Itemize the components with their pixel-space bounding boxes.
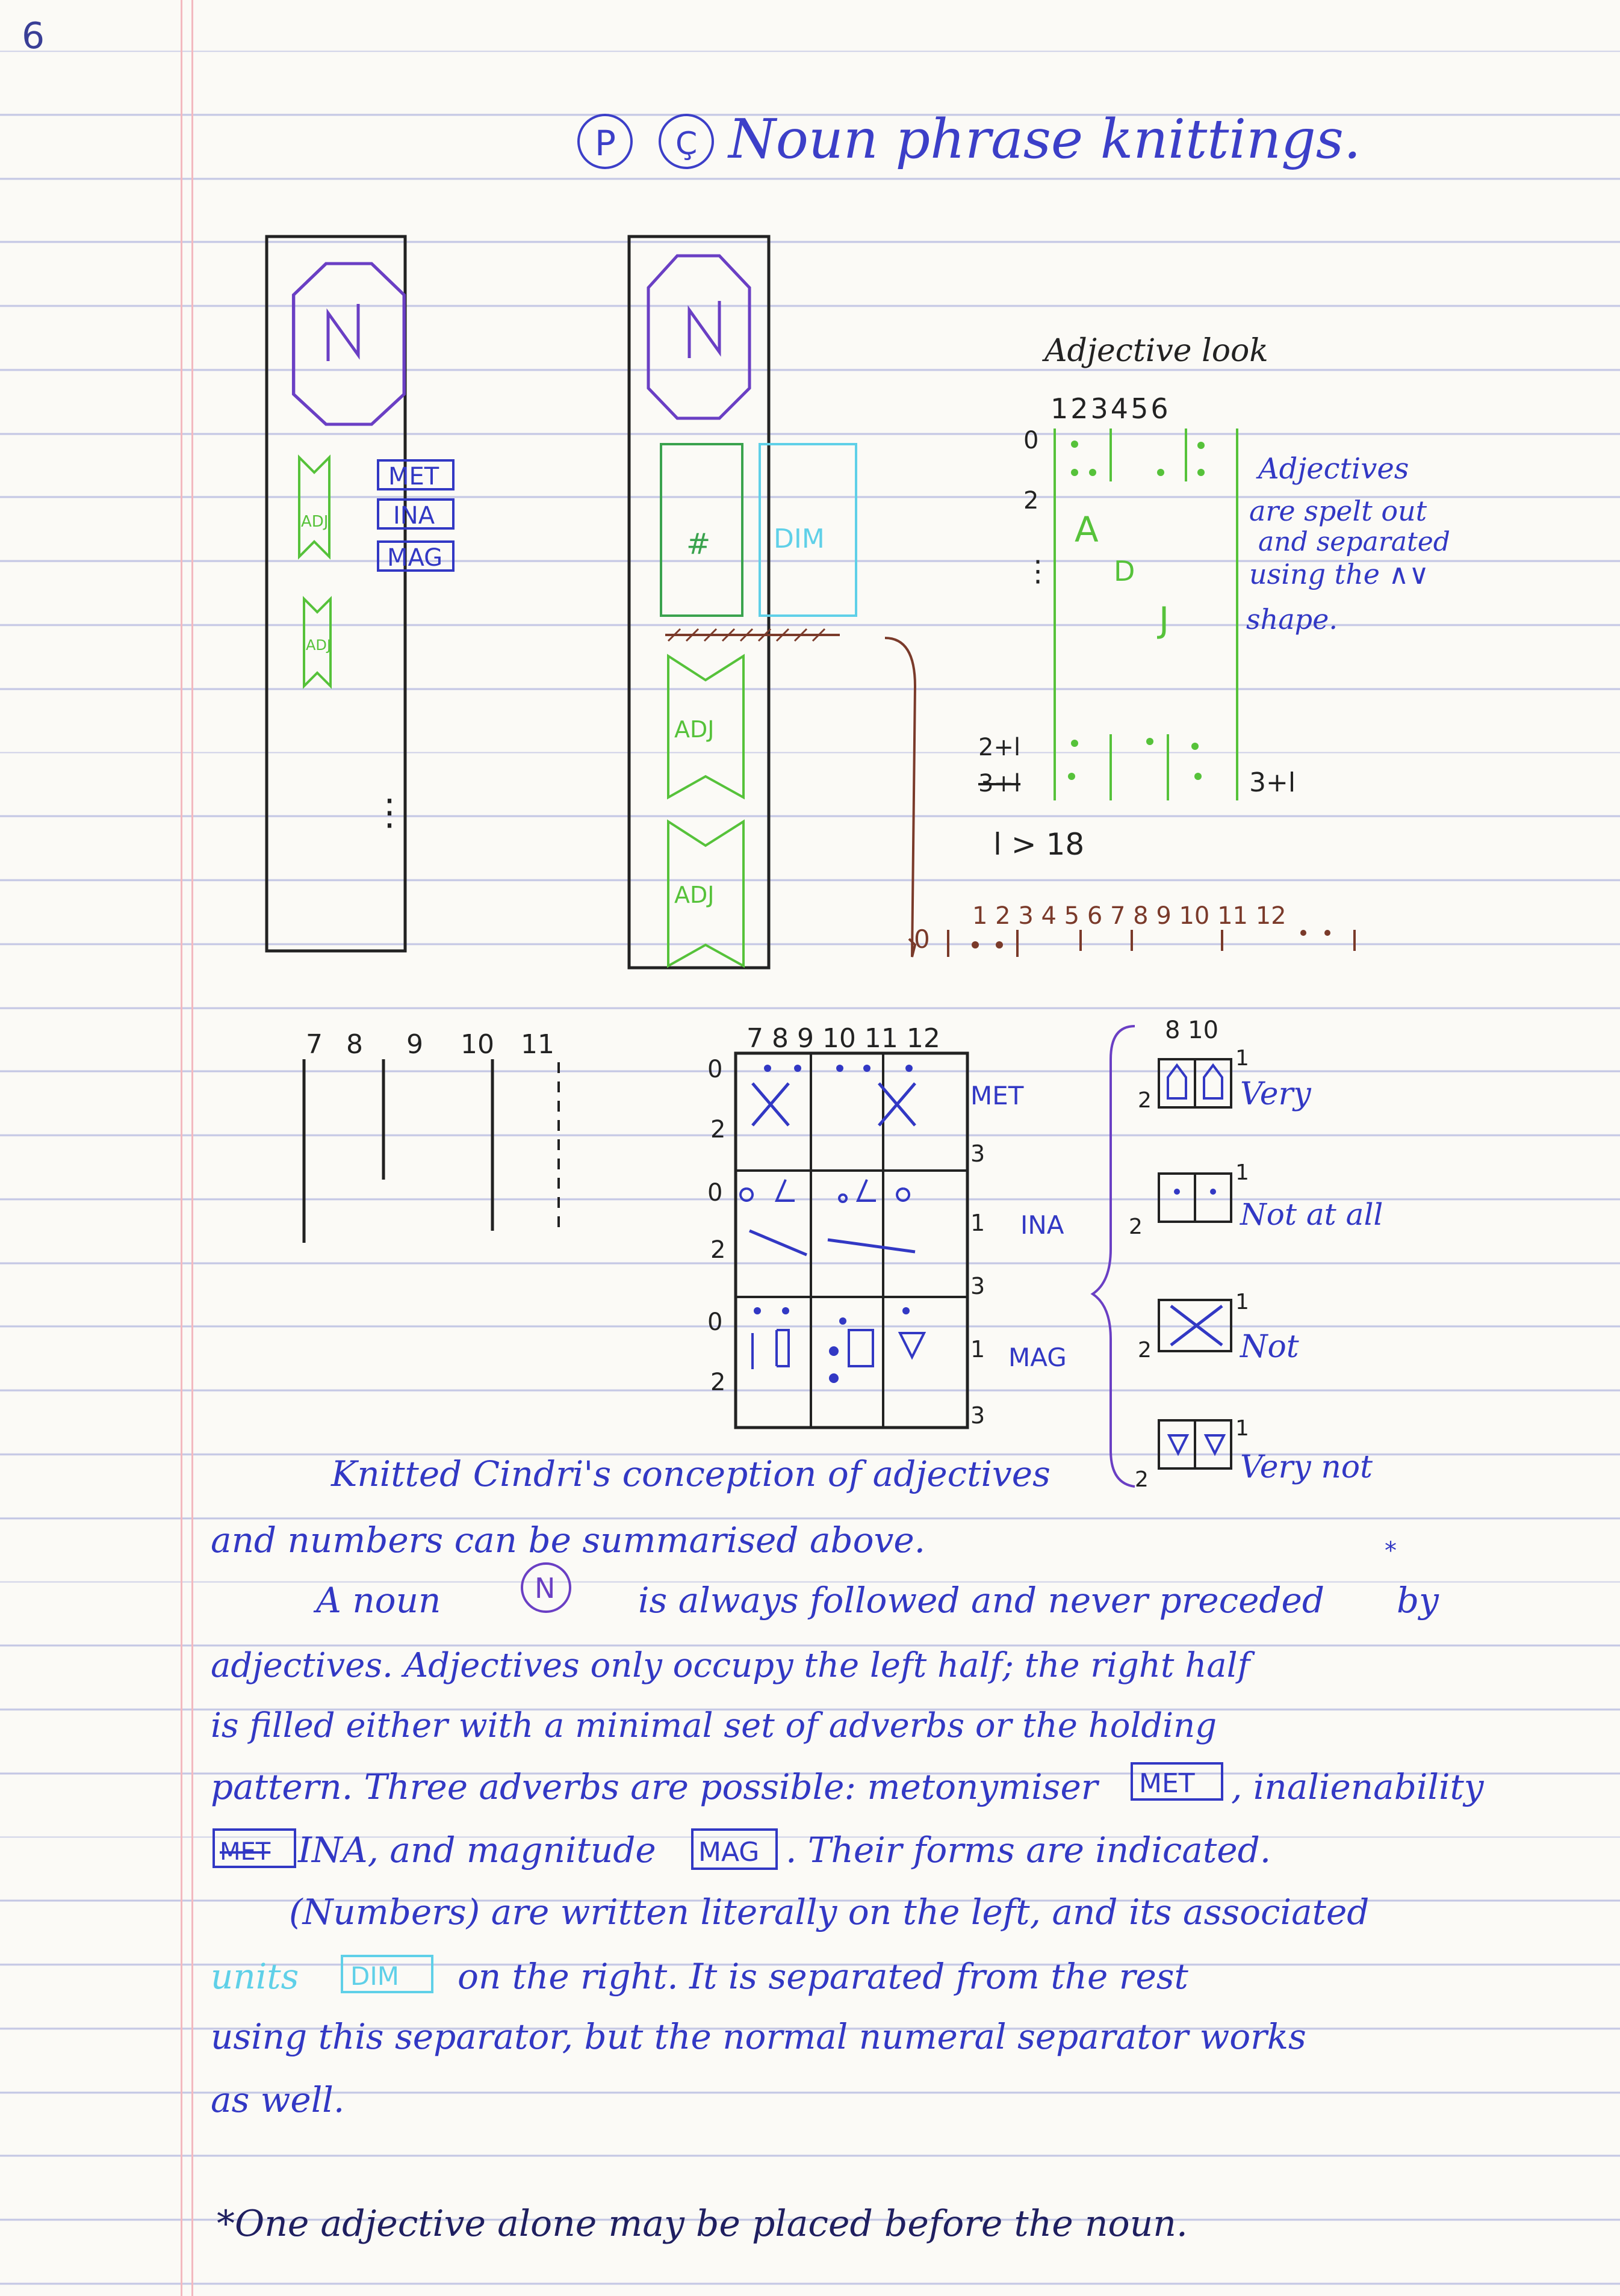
adverb-grid-columns: 7 8 9 10 11 12	[746, 1023, 940, 1054]
text-line-11: as well.	[211, 2079, 345, 2120]
met-row-0: 0	[707, 1056, 723, 1083]
strip-right	[629, 237, 915, 968]
adjective-look	[978, 333, 1450, 862]
met-row-2: 2	[710, 1116, 726, 1143]
page-title: Noun phrase knittings.	[728, 108, 1361, 171]
col-line-10: 10	[461, 1029, 494, 1060]
met-row-label: MET	[970, 1081, 1024, 1110]
text-line-10: using this separator, but the normal numeral separator works	[211, 2016, 1306, 2057]
col-line-11: 11	[521, 1029, 554, 1060]
met-row-3: 3	[970, 1140, 985, 1167]
adjlook-note-2: are spelt out	[1249, 495, 1427, 527]
inline-noun-icon: N	[535, 1572, 556, 1604]
text-line-4: adjectives. Adjectives only occupy the left half; the right half	[211, 1646, 1250, 1685]
inline-dim-box: DIM	[350, 1961, 399, 1991]
col-line-8: 8	[346, 1029, 363, 1060]
very-row-1: 1	[1235, 1046, 1249, 1071]
adjective-look-heading: Adjective look	[1044, 333, 1268, 369]
col-line-7: 7	[306, 1029, 323, 1060]
page-number: 6	[22, 15, 45, 57]
adjlook-letter-a: A	[1075, 509, 1099, 550]
modifiers	[1093, 1016, 1383, 1492]
inline-met-box: MET	[1139, 1768, 1195, 1799]
title-glyph-c: Ç	[675, 126, 698, 162]
text-line-2: and numbers can be summarised above.	[211, 1520, 926, 1561]
title-glyph-p: P	[595, 123, 616, 164]
text-line-7a: INA, and magnitude	[298, 1830, 656, 1871]
adjlook-bottom-right: 3+l	[1249, 767, 1296, 798]
not-row-1: 1	[1235, 1290, 1249, 1314]
mag-row-1: 1	[970, 1336, 985, 1363]
strip-left-adj-1: ADJ	[301, 513, 329, 531]
not-row-2: 2	[1138, 1338, 1152, 1363]
text-line-9b: on the right. It is separated from the rest	[458, 1956, 1188, 1997]
inline-mag-box: MAG	[698, 1837, 760, 1867]
strip-left-met: MET	[388, 463, 439, 490]
verynot-row-2: 2	[1135, 1467, 1149, 1492]
modifier-not-at-all: Not at all	[1240, 1197, 1383, 1232]
verynot-row-1: 1	[1235, 1416, 1249, 1441]
noun-n-icon	[689, 301, 719, 358]
ina-row-3: 3	[970, 1273, 985, 1299]
text-line-9a: units	[211, 1956, 299, 1997]
text-line-6a: pattern. Three adverbs are possible: metonymiser	[211, 1766, 1098, 1807]
adjlook-note-5: shape.	[1246, 603, 1338, 636]
separator-row-numbers: 1 2 3 4 5 6 7 8 9 10 11 12	[972, 902, 1286, 930]
adjlook-bottom-row-1: 2+l	[978, 734, 1021, 761]
number-cell: #	[686, 527, 711, 561]
modifier-very-not: Very not	[1240, 1449, 1373, 1485]
text-line-7b: . Their forms are indicated.	[786, 1830, 1271, 1871]
adjlook-note-4: using the ∧∨	[1249, 558, 1429, 590]
strip-right-adj-1: ADJ	[674, 716, 715, 743]
strip-left-adj-2: ADJ	[306, 637, 331, 654]
ina-row-1: 1	[970, 1210, 985, 1236]
text-line-6b: , inalienability	[1231, 1766, 1484, 1807]
adjlook-condition: l > 18	[993, 827, 1085, 862]
adjlook-row-2: 2	[1023, 487, 1039, 515]
modifier-very: Very	[1240, 1076, 1311, 1112]
adjlook-row-0: 0	[1023, 427, 1039, 454]
mag-row-3: 3	[970, 1402, 985, 1429]
notatall-row-2: 2	[1129, 1215, 1143, 1239]
strip-right-adj-2: ADJ	[674, 882, 715, 908]
asterisk-mark: *	[1385, 1537, 1397, 1565]
mag-row-0: 0	[707, 1308, 723, 1336]
col-line-9: 9	[406, 1029, 423, 1060]
mag-row-label: MAG	[1008, 1343, 1067, 1372]
footnote: *One adjective alone may be placed before the noun.	[217, 2203, 1188, 2245]
mag-row-2: 2	[710, 1369, 726, 1396]
adverb-grid	[707, 1023, 1067, 1429]
modifier-not: Not	[1240, 1329, 1299, 1365]
text-line-3b: is always followed and never preceded	[638, 1580, 1325, 1621]
inline-met-struck: MET	[220, 1838, 271, 1866]
adjlook-note-3: and separated	[1258, 527, 1450, 557]
strip-left	[267, 237, 453, 951]
very-row-2: 2	[1138, 1088, 1152, 1113]
adjlook-bottom-row-2: 3+l	[978, 770, 1021, 797]
dim-cell: DIM	[774, 524, 825, 554]
adjlook-note-1: Adjectives	[1258, 452, 1409, 486]
ina-row-2: 2	[710, 1236, 726, 1264]
ina-row-0: 0	[707, 1179, 723, 1207]
separator-row-0: 0	[914, 924, 930, 954]
adjlook-letter-d: D	[1114, 555, 1135, 587]
text-line-5: is filled either with a minimal set of adverbs or the holding	[211, 1706, 1217, 1745]
strip-left-ellipsis: ⋮	[371, 791, 408, 834]
separator-row	[914, 902, 1355, 957]
ina-row-label: INA	[1020, 1210, 1064, 1240]
text-line-3a: A noun	[316, 1580, 441, 1621]
adjlook-row-dots: ⋮	[1023, 554, 1052, 588]
strip-left-mag: MAG	[387, 544, 443, 572]
modifiers-columns: 8 10	[1165, 1016, 1219, 1044]
adjlook-letter-j: J	[1159, 599, 1170, 640]
text-line-1: Knitted Cindri's conception of adjectives	[331, 1453, 1051, 1494]
text-line-8: (Numbers) are written literally on the left, and its associated	[289, 1892, 1370, 1932]
notatall-row-1: 1	[1235, 1160, 1249, 1185]
strip-left-ina: INA	[393, 502, 435, 530]
text-line-3c: by	[1397, 1580, 1439, 1621]
column-lines	[304, 1029, 559, 1243]
noun-n-icon	[328, 304, 358, 361]
adjective-look-columns: 123456	[1051, 392, 1171, 425]
